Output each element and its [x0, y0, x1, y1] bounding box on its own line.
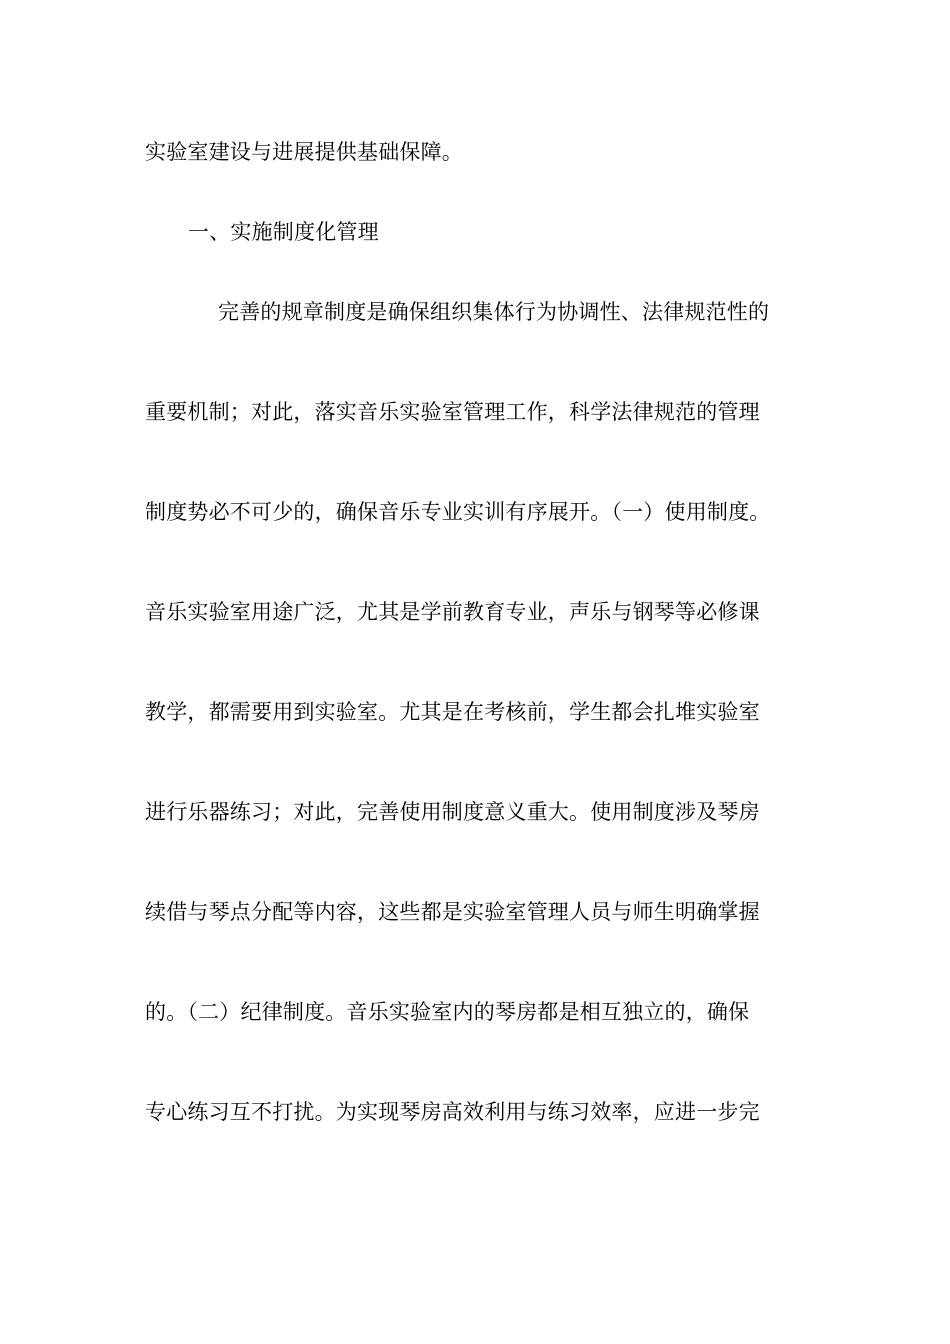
paragraph-line: 进行乐器练习；对此，完善使用制度意义重大。使用制度涉及琴房	[145, 800, 760, 824]
paragraph-line: 专心练习互不打扰。为实现琴房高效利用与练习效率，应进一步完	[145, 1100, 760, 1124]
paragraph-first-line: 完善的规章制度是确保组织集体行为协调性、法律规范性的	[218, 300, 770, 324]
paragraph-line: 续借与琴点分配等内容，这些都是实验室管理人员与师生明确掌握	[145, 900, 760, 924]
paragraph-line: 制度势必不可少的，确保音乐专业实训有序展开。（一）使用制度。	[145, 500, 771, 524]
paragraph-line: 重要机制；对此，落实音乐实验室管理工作，科学法律规范的管理	[145, 400, 760, 424]
paragraph-line: 音乐实验室用途广泛，尤其是学前教育专业，声乐与钢琴等必修课	[145, 600, 760, 624]
paragraph-line: 教学，都需要用到实验室。尤其是在考核前，学生都会扎堆实验室	[145, 700, 760, 724]
text-line-continuation: 实验室建设与进展提供基础保障。	[145, 140, 463, 164]
paragraph-line: 的。（二）纪律制度。音乐实验室内的琴房都是相互独立的，确保	[145, 1000, 750, 1024]
section-heading: 一、实施制度化管理	[188, 220, 379, 244]
